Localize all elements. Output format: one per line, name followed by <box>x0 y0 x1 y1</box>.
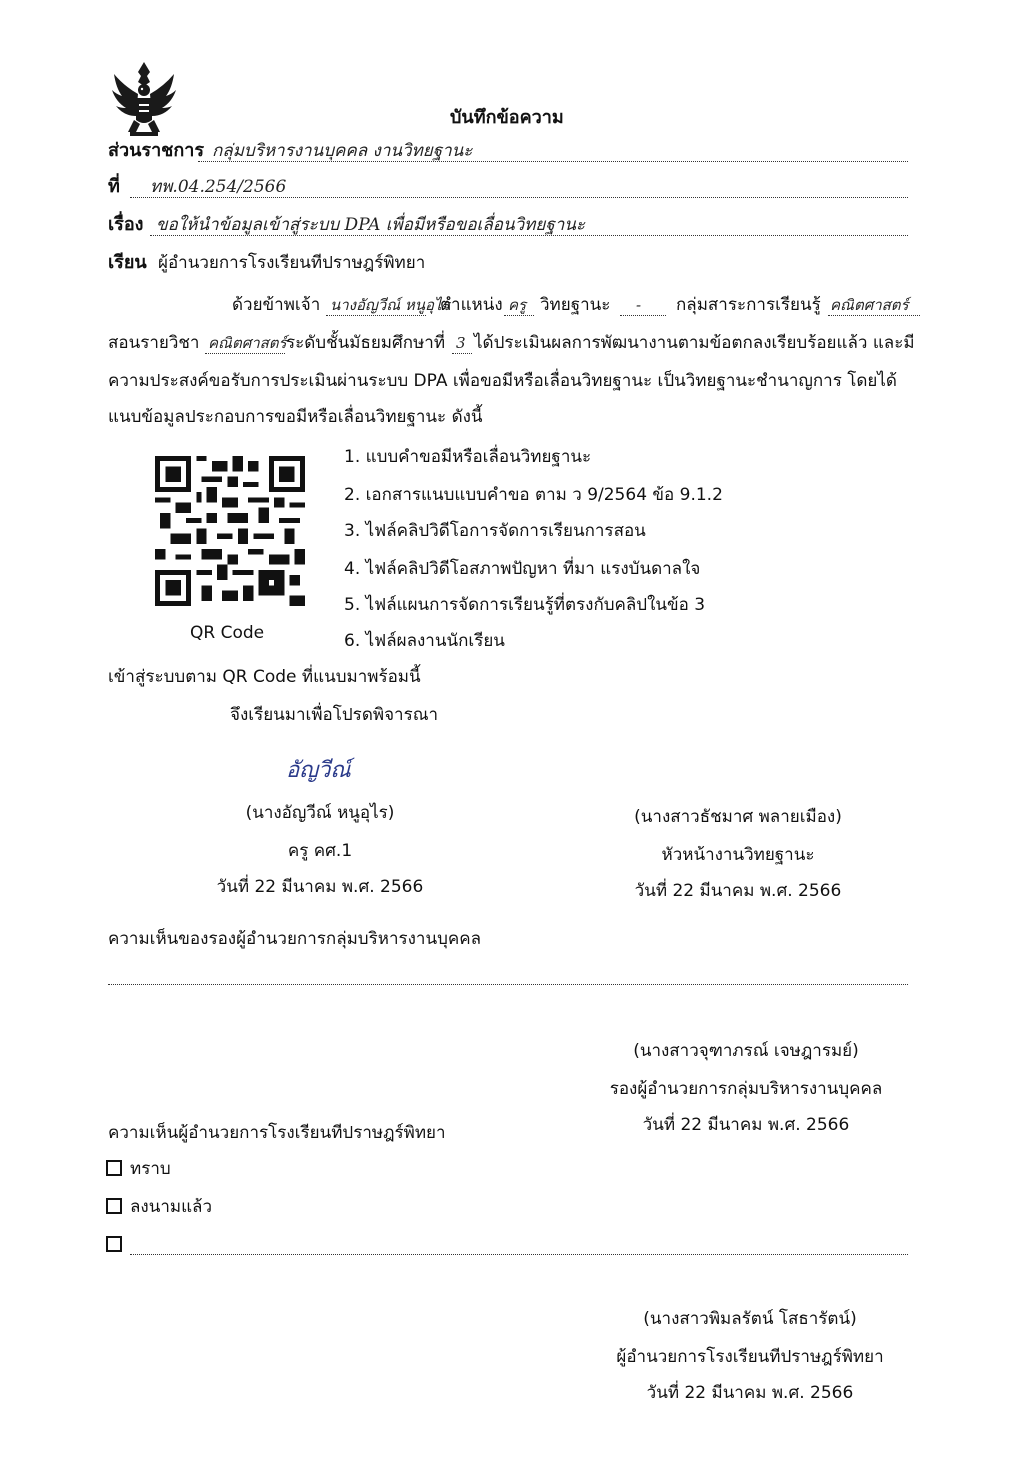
deputy-date: วันที่ 22 มีนาคม พ.ศ. 2566 <box>642 1115 850 1135</box>
body-line1-p4: กลุ่มสาระการเรียนรู้ <box>676 295 821 315</box>
body-line1-p1: ด้วยข้าพเจ้า <box>232 295 321 315</box>
qr-caption: QR Code <box>190 623 265 643</box>
director-name: (นางสาวพิมลรัตน์ โสธารัตน์) <box>643 1309 857 1329</box>
body-line1-p3: วิทยฐานะ <box>540 295 611 315</box>
other-dotted-line <box>130 1254 908 1255</box>
ref-value: ทพ.04.254/2566 <box>150 177 287 197</box>
body-line3: ความประสงค์ขอรับการประเมินผ่านระบบ DPA เพื่อขอมีหรือเลื่อนวิทยฐานะ เป็นวิทยฐานะชำนาญการ โดยได้ <box>108 371 897 391</box>
grade-fill: 3 <box>456 334 466 352</box>
rank-dotted-line <box>620 315 666 316</box>
to-label: เรียน <box>108 252 147 273</box>
rank-fill: - <box>636 296 642 314</box>
deputy-position: รองผู้อำนวยการกลุ่มบริหารงานบุคคล <box>609 1079 883 1099</box>
teacher-signature: อัญวีณ์ <box>286 758 351 783</box>
teacher-name-fill: นางอัญวีณ์ หนูอุไร <box>330 296 450 314</box>
head-date: วันที่ 22 มีนาคม พ.ศ. 2566 <box>634 881 842 901</box>
other-checkbox[interactable] <box>106 1236 122 1252</box>
director-date: วันที่ 22 มีนาคม พ.ศ. 2566 <box>646 1383 854 1403</box>
garuda-emblem-icon <box>108 58 180 138</box>
acknowledge-label: ทราบ <box>130 1159 171 1179</box>
body-line2-p1: สอนรายวิชา <box>108 333 200 353</box>
attachment-item: 1. แบบคำขอมีหรือเลื่อนวิทยฐานะ <box>344 447 592 467</box>
teacher-date: วันที่ 22 มีนาคม พ.ศ. 2566 <box>216 877 424 897</box>
teacher-position: ครู คศ.1 <box>287 841 353 861</box>
agency-value: กลุ่มบริหารงานบุคคล งานวิทยฐานะ <box>212 141 473 161</box>
signed-checkbox[interactable] <box>106 1198 122 1214</box>
dept-fill: คณิตศาสตร์ <box>830 296 909 314</box>
acknowledge-checkbox[interactable] <box>106 1160 122 1176</box>
deputy-opinion-line <box>108 984 908 985</box>
attachment-item: 3. ไฟล์คลิปวิดีโอการจัดการเรียนการสอน <box>344 521 646 541</box>
body-line2-p2: ระดับชั้นมัธยมศึกษาที่ <box>286 333 446 353</box>
teacher-name: (นางอัญวีณ์ หนูอุไร) <box>245 803 395 823</box>
closing-line: จึงเรียนมาเพื่อโปรดพิจารณา <box>230 705 439 725</box>
signed-label: ลงนามแล้ว <box>130 1197 213 1217</box>
subject-label: เรื่อง <box>108 214 144 235</box>
attachment-item: 6. ไฟล์ผลงานนักเรียน <box>344 631 505 651</box>
ref-label: ที่ <box>108 176 120 197</box>
position-fill: ครู <box>508 296 527 314</box>
body-line2-p3: ได้ประเมินผลการพัฒนางานตามข้อตกลงเรียบร้อยแล้ว และมี <box>474 333 915 353</box>
course-fill: คณิตศาสตร์ <box>208 334 287 352</box>
body-line4: แนบข้อมูลประกอบการขอมีหรือเลื่อนวิทยฐานะ ดังนี้ <box>108 407 483 427</box>
attachment-item: 5. ไฟล์แผนการจัดการเรียนรู้ที่ตรงกับคลิปในข้อ 3 <box>344 595 706 615</box>
subject-value: ขอให้นำข้อมูลเข้าสู่ระบบ DPA เพื่อมีหรือขอเลื่อนวิทยฐานะ <box>156 215 586 235</box>
qr-code-icon <box>155 455 305 607</box>
agency-label: ส่วนราชการ <box>108 140 205 161</box>
deputy-name: (นางสาวจุฑาภรณ์ เจษฎารมย์) <box>633 1041 859 1061</box>
memo-title: บันทึกข้อความ <box>450 107 564 128</box>
body-line1-p2: ตำแหน่ง <box>440 295 503 315</box>
attachment-item: 4. ไฟล์คลิปวิดีโอสภาพปัญหา ที่มา แรงบันดาลใจ <box>344 559 701 579</box>
director-position: ผู้อำนวยการโรงเรียนทีปราษฎร์พิทยา <box>616 1347 884 1367</box>
to-value: ผู้อำนวยการโรงเรียนทีปราษฎร์พิทยา <box>158 253 426 273</box>
deputy-opinion-label: ความเห็นของรองผู้อำนวยการกลุ่มบริหารงานบุคคล <box>108 929 482 949</box>
head-name: (นางสาวธัชมาศ พลายเมือง) <box>634 807 842 827</box>
access-line: เข้าสู่ระบบตาม QR Code ที่แนบมาพร้อมนี้ <box>108 667 421 687</box>
director-opinion-label: ความเห็นผู้อำนวยการโรงเรียนทีปราษฎร์พิทยา <box>108 1123 446 1143</box>
attachment-item: 2. เอกสารแนบแบบคำขอ ตาม ว 9/2564 ข้อ 9.1.2 <box>344 485 723 505</box>
head-position: หัวหน้างานวิทยฐานะ <box>661 845 815 865</box>
